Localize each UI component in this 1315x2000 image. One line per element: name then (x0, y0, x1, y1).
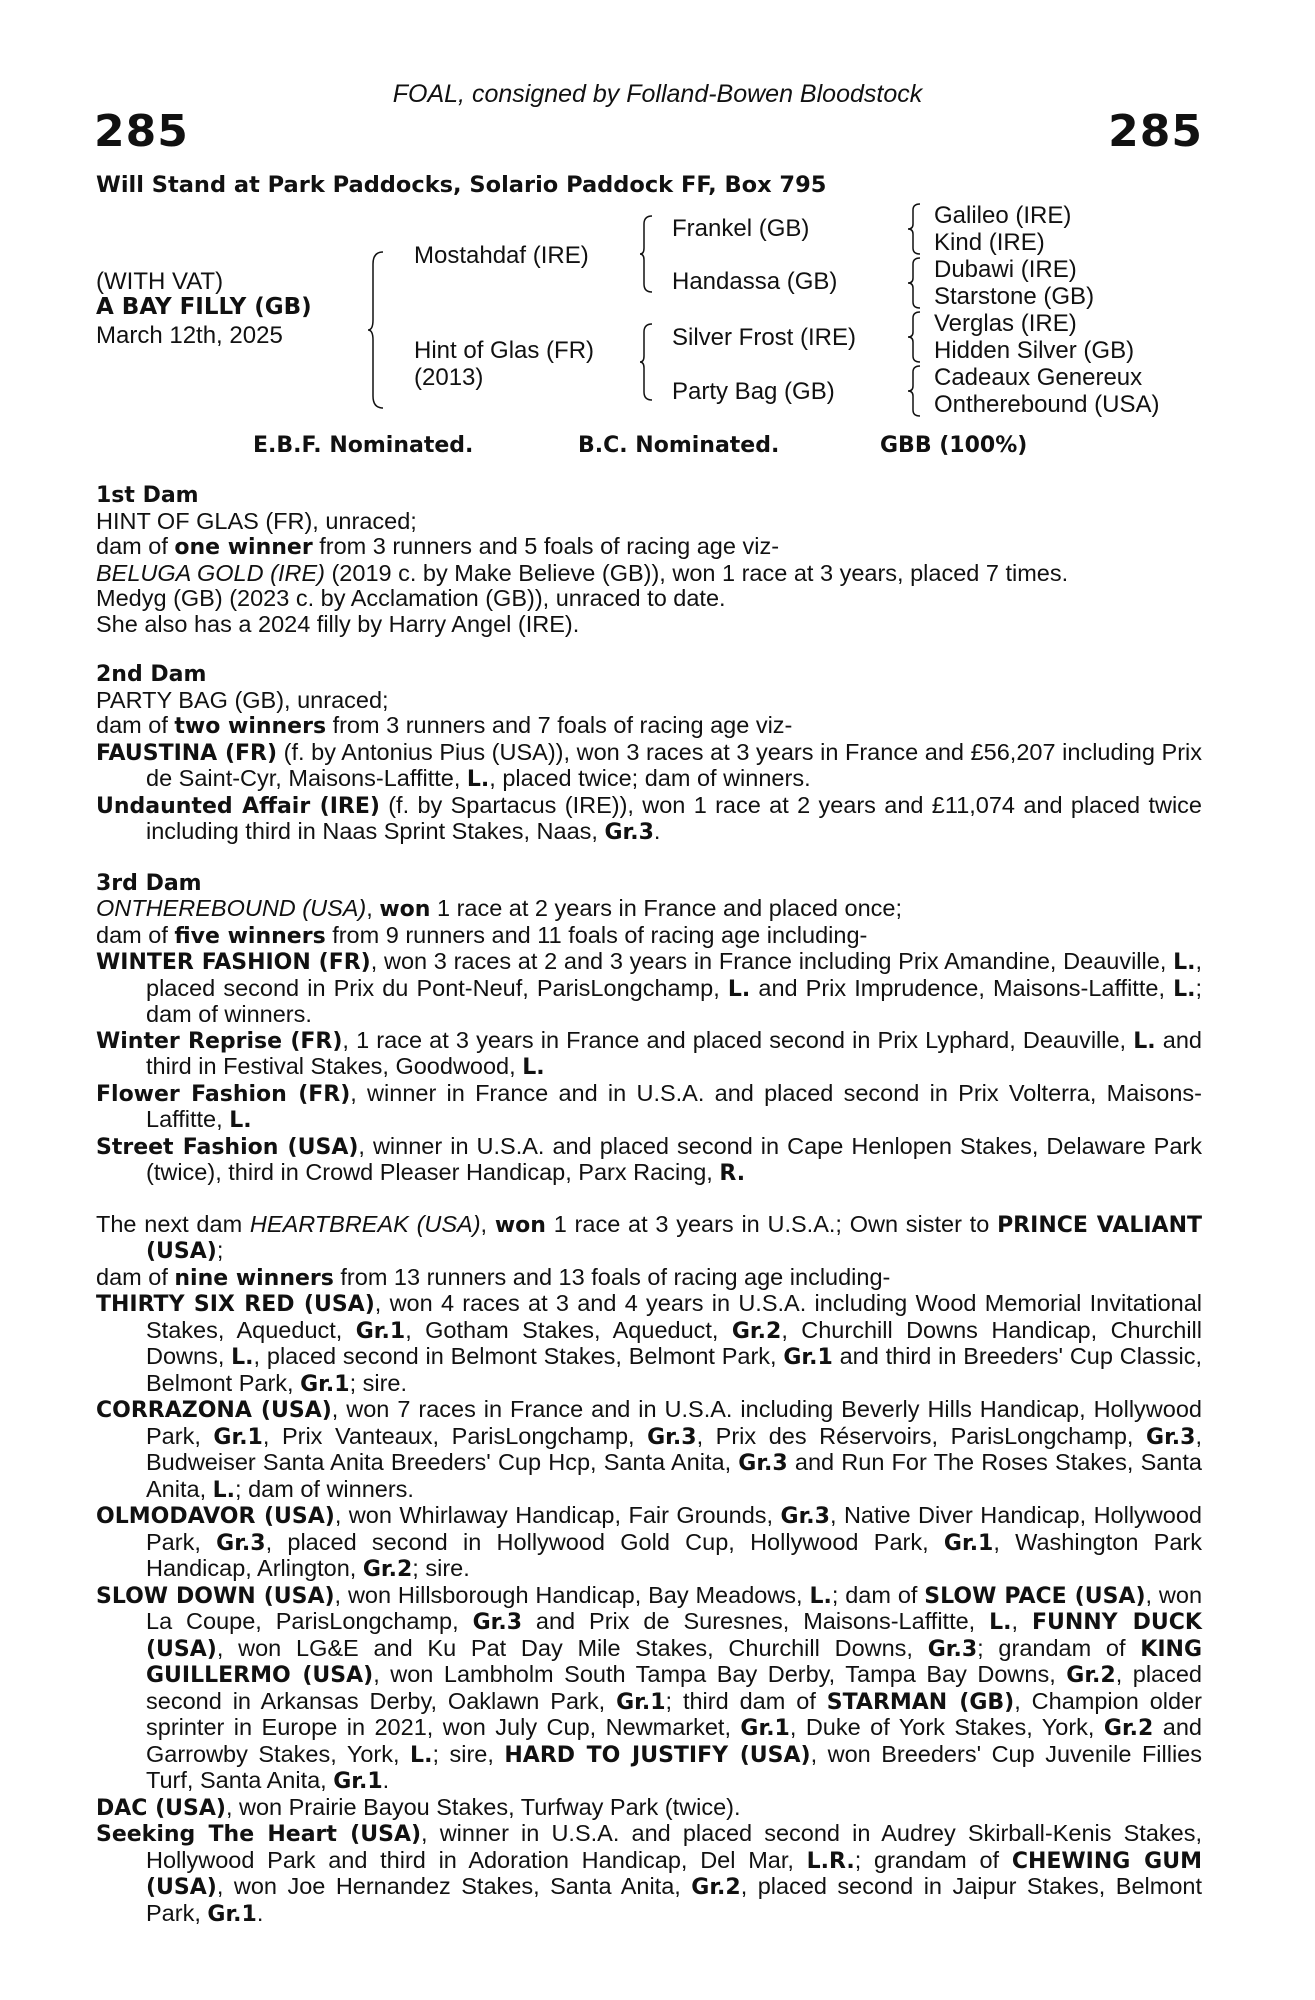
bc-nomination: B.C. Nominated. (578, 433, 780, 458)
dam: Hint of Glas (FR) (414, 337, 595, 364)
produce-olmodavor: OLMODAVOR (USA), won Whirlaway Handicap, Fair Grounds, Gr.3, Native Diver Handicap, Hollywood Park, Gr.3, placed second in Hollywood Gold Cup, Hollywood Park, Gr.1, Washington Park Handicap, Arlington, Gr.2; sire. (96, 1502, 1202, 1582)
third-dam-produce-line: dam of five winners from 9 runners and 11 foals of racing age including- (96, 921, 868, 949)
dam-parents-bracket (640, 322, 656, 402)
catalogue-subtitle: FOAL, consigned by Folland-Bowen Bloodstock (392, 80, 923, 108)
produce-winter-reprise: Winter Reprise (FR), 1 race at 3 years in France and placed second in Prix Lyphard, Deauville, L. and third in Festival Stakes, Goodwood, L. (96, 1026, 1202, 1080)
date-of-birth: March 12th, 2025 (96, 322, 283, 349)
second-dam-line: PARTY BAG (GB), unraced; (96, 686, 389, 713)
produce-street-fashion: Street Fashion (USA), winner in U.S.A. and placed second in Cape Henlopen Stakes, Delaware Park (twice), third in Crowd Pleaser Handicap, Parx Racing, R. (96, 1132, 1202, 1186)
gg-bracket-4 (908, 364, 924, 418)
next-dam-line: The next dam HEARTBREAK (USA), won 1 race at 3 years in U.S.A.; Own sister to PRINCE VALIANT (USA); (96, 1210, 1203, 1264)
vat-note: (WITH VAT) (96, 268, 224, 295)
lot-number-left: 285 (94, 106, 189, 157)
produce-beluga-gold: BELUGA GOLD (IRE) (2019 c. by Make Believe (GB)), won 1 race at 3 years, placed 7 times. (96, 559, 1069, 586)
third-dam-heading: 3rd Dam (96, 870, 202, 896)
sire-dam: Handassa (GB) (672, 268, 838, 295)
first-dam-line: HINT OF GLAS (FR), unraced; (96, 507, 417, 534)
produce-faustina: FAUSTINA (FR) (f. by Antonius Pius (USA)), won 3 races at 3 years in France and £56,207 including Prix de Saint-Cyr, Maisons-Laffitte, L., placed twice; dam of winners. (96, 738, 1202, 792)
lot-name: A BAY FILLY (GB) (96, 294, 312, 320)
produce-winter-fashion: WINTER FASHION (FR), won 3 races at 2 and 3 years in France including Prix Amandine, Deauville, L., placed second in Prix du Pont-Neuf, ParisLongchamp, L. and Prix Imprudence, Maisons-Laffitte, L.; dam of winners. (96, 948, 1202, 1027)
second-dam-heading: 2nd Dam (96, 662, 207, 687)
gg-bracket-3 (908, 310, 924, 364)
gg-bracket-1 (908, 202, 924, 256)
first-dam-also: She also has a 2024 filly by Harry Angel (IRE). (96, 610, 580, 637)
first-dam-produce-line: dam of one winner from 3 runners and 5 foals of racing age viz- (96, 533, 780, 560)
gg-sire-dam-sire: Dubawi (IRE) (934, 256, 1077, 283)
produce-dac: DAC (USA), won Prairie Bayou Stakes, Turfway Park (twice). (96, 1793, 741, 1821)
gg-dam-sire-sire: Verglas (IRE) (934, 310, 1077, 337)
sire-dam-bracket (368, 250, 388, 410)
second-dam-produce-line: dam of two winners from 3 runners and 7 foals of racing age viz- (96, 712, 793, 739)
produce-medyg: Medyg (GB) (2023 c. by Acclamation (GB)), unraced to date. (96, 585, 726, 611)
produce-corrazona: CORRAZONA (USA), won 7 races in France and in U.S.A. including Beverly Hills Handicap, Hollywood Park, Gr.1, Prix Vanteaux, ParisLongchamp, Gr.3, Prix des Réservoirs, ParisLongchamp, Gr.3, Budweiser Santa Anita Breeders' Cup Hcp, Santa Anita, Gr.3 and Run For The Roses Stakes, Santa Anita, L.; dam of winners. (96, 1396, 1202, 1503)
gg-bracket-2 (908, 256, 924, 310)
lot-number-right: 285 (1108, 106, 1203, 157)
produce-thirty-six-red: THIRTY SIX RED (USA), won 4 races at 3 and 4 years in U.S.A. including Wood Memorial Invitational Stakes, Aqueduct, Gr.1, Gotham Stakes, Aqueduct, Gr.2, Churchill Downs Handicap, Churchill Downs, L., placed second in Belmont Stakes, Belmont Park, Gr.1 and third in Breeders' Cup Classic, Belmont Park, Gr.1; sire. (96, 1290, 1203, 1397)
gg-dam-dam-dam: Ontherebound (USA) (934, 391, 1160, 418)
gg-dam-sire-dam: Hidden Silver (GB) (934, 337, 1135, 364)
catalogue-body (96, 483, 1202, 1927)
stand-location: Will Stand at Park Paddocks, Solario Paddock FF, Box 795 (96, 172, 827, 198)
gg-dam-dam-sire: Cadeaux Genereux (934, 364, 1143, 391)
gg-sire-sire-dam: Kind (IRE) (934, 229, 1045, 256)
gg-sire-sire-sire: Galileo (IRE) (934, 202, 1072, 229)
next-dam-produce-line: dam of nine winners from 13 runners and 13 foals of racing age including- (96, 1263, 891, 1291)
dam-sire: Silver Frost (IRE) (672, 324, 857, 351)
sire-sire: Frankel (GB) (672, 215, 810, 242)
gg-sire-dam-dam: Starstone (GB) (934, 283, 1095, 310)
produce-undaunted-affair: Undaunted Affair (IRE) (f. by Spartacus (IRE)), won 1 race at 2 years and £11,074 and placed twice including third in Naas Sprint Stakes, Naas, Gr.3. (96, 791, 1202, 845)
produce-slow-down: SLOW DOWN (USA), won Hillsborough Handicap, Bay Meadows, L.; dam of SLOW PACE (USA), won La Coupe, ParisLongchamp, Gr.3 and Prix de Suresnes, Maisons-Laffitte, L., FUNNY DUCK (USA), won LG&E and Ku Pat Day Mile Stakes, Churchill Downs, Gr.3; grandam of KING GUILLERMO (USA), won Lambholm South Tampa Bay Derby, Tampa Bay Downs, Gr.2, placed second in Arkansas Derby, Oaklawn Park, Gr.1; third dam of STARMAN (GB), Champion older sprinter in Europe in 2021, won July Cup, Newmarket, Gr.1, Duke of York Stakes, York, Gr.2 and Garrowby Stakes, York, L.; sire, HARD TO JUSTIFY (USA), won Breeders' Cup Juvenile Fillies Turf, Santa Anita, Gr.1. (96, 1581, 1203, 1794)
dam-dam: Party Bag (GB) (672, 378, 835, 405)
third-dam-line: ONTHEREBOUND (USA), won 1 race at 2 years in France and placed once; (96, 895, 903, 922)
dam-year: (2013) (414, 364, 484, 391)
first-dam-heading: 1st Dam (96, 483, 199, 508)
gbb-status: GBB (100%) (880, 433, 1028, 458)
produce-flower-fashion: Flower Fashion (FR), winner in France and in U.S.A. and placed second in Prix Volterra, Maisons-Laffitte, L. (96, 1079, 1202, 1133)
ebf-nomination: E.B.F. Nominated. (253, 433, 474, 458)
produce-seeking-the-heart: Seeking The Heart (USA), winner in U.S.A. and placed second in Audrey Skirball-Kenis Stakes, Hollywood Park and third in Adoration Handicap, Del Mar, L.R.; grandam of CHEWING GUM (USA), won Joe Hernandez Stakes, Santa Anita, Gr.2, placed second in Jaipur Stakes, Belmont Park, Gr.1. (96, 1820, 1202, 1927)
sire-parents-bracket (640, 214, 656, 294)
sire: Mostahdaf (IRE) (414, 242, 589, 269)
